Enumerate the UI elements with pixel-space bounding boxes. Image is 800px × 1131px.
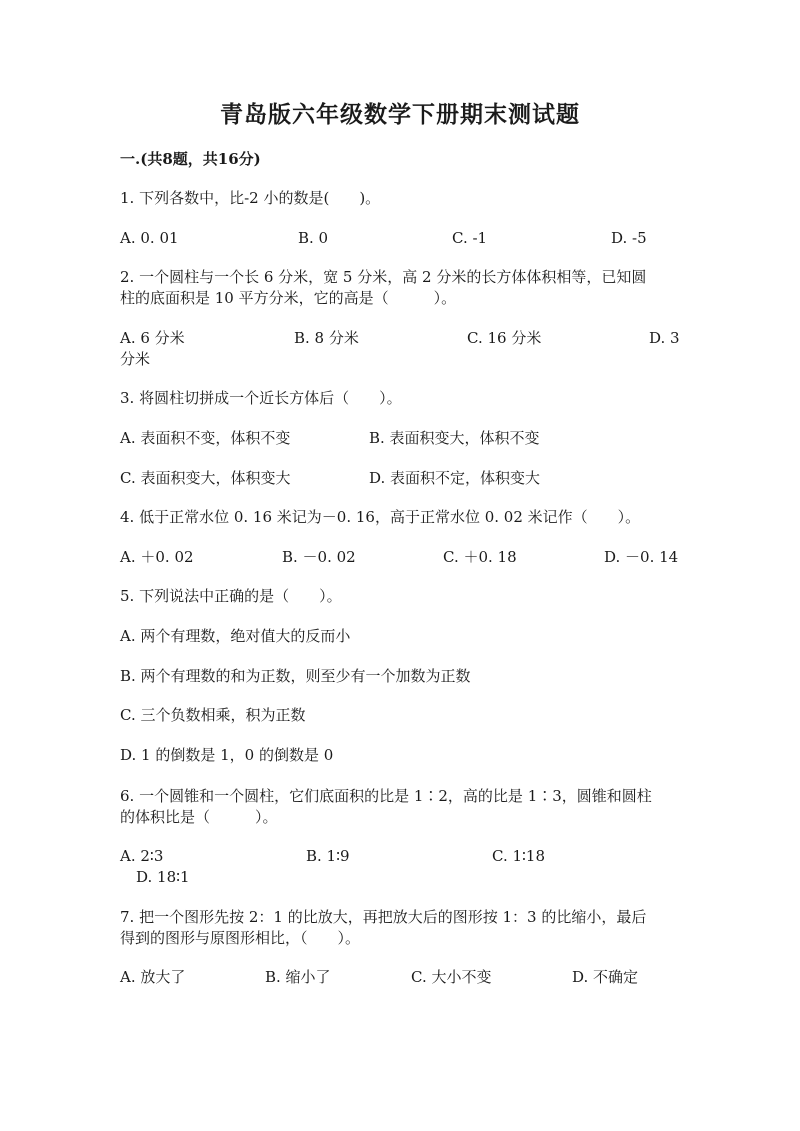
question-7-option-b: B. 缩小了	[265, 968, 331, 986]
question-4-option-b: B. －0. 02	[282, 548, 356, 566]
question-7-text-line-1: 7. 把一个图形先按 2：1 的比放大，再把放大后的图形按 1：3 的比缩小，最后	[120, 908, 647, 926]
question-2-option-c: C. 16 分米	[467, 329, 542, 347]
question-2-option-d: D. 3	[649, 329, 680, 347]
question-2-option-a: A. 6 分米	[120, 329, 185, 347]
question-3-text: 3. 将圆柱切拼成一个近长方体后（ ）。	[120, 389, 402, 407]
question-3-option-d: D. 表面积不定，体积变大	[369, 469, 541, 487]
question-6-option-a: A. 2∶3	[120, 847, 164, 865]
question-1-option-d: D. -5	[611, 229, 647, 247]
question-3-option-b: B. 表面积变大，体积不变	[369, 429, 540, 447]
question-6-option-c: C. 1∶18	[492, 847, 546, 865]
question-6-option-b: B. 1∶9	[306, 847, 350, 865]
question-6-text-line-2: 的体积比是（ ）。	[120, 808, 278, 826]
question-7-option-a: A. 放大了	[120, 968, 186, 986]
question-5-option-c: C. 三个负数相乘，积为正数	[120, 706, 306, 724]
question-1-option-c: C. -1	[452, 229, 488, 247]
question-3-option-c: C. 表面积变大，体积变大	[120, 469, 291, 487]
question-4-option-c: C. ＋0. 18	[443, 548, 517, 566]
question-5-option-a: A. 两个有理数，绝对值大的反而小	[120, 627, 351, 645]
question-5-text: 5. 下列说法中正确的是（ ）。	[120, 587, 342, 605]
question-2-text-line-1: 2. 一个圆柱与一个长 6 分米，宽 5 分米，高 2 分米的长方体体积相等，已知圆	[120, 268, 647, 286]
question-7-option-d: D. 不确定	[572, 968, 639, 986]
question-1-option-a: A. 0. 01	[120, 229, 179, 247]
question-7-option-c: C. 大小不变	[411, 968, 492, 986]
question-1-text: 1. 下列各数中，比-2 小的数是( )。	[120, 189, 381, 207]
question-4-option-a: A. ＋0. 02	[120, 548, 194, 566]
question-2-text-line-2: 柱的底面积是 10 平方分米，它的高是（ ）。	[120, 289, 457, 307]
question-4-text: 4. 低于正常水位 0. 16 米记为－0. 16，高于正常水位 0. 02 米记作（ ）。	[120, 508, 641, 526]
question-2-option-d-wrap: 分米	[120, 350, 151, 368]
question-3-option-a: A. 表面积不变，体积不变	[120, 429, 291, 447]
question-4-option-d: D. －0. 14	[604, 548, 679, 566]
question-1-option-b: B. 0	[298, 229, 329, 247]
question-5-option-d: D. 1 的倒数是 1，0 的倒数是 0	[120, 746, 334, 764]
page-title: 青岛版六年级数学下册期末测试题	[220, 101, 580, 128]
question-6-text-line-1: 6. 一个圆锥和一个圆柱，它们底面积的比是 1∶2，高的比是 1∶3，圆锥和圆柱	[120, 787, 652, 805]
section-heading: 一.(共8题，共16分)	[120, 150, 261, 168]
question-6-option-d: D. 18∶1	[136, 868, 190, 886]
question-2-option-b: B. 8 分米	[294, 329, 359, 347]
question-7-text-line-2: 得到的图形与原图形相比，（ ）。	[120, 929, 361, 947]
question-5-option-b: B. 两个有理数的和为正数，则至少有一个加数为正数	[120, 667, 471, 685]
